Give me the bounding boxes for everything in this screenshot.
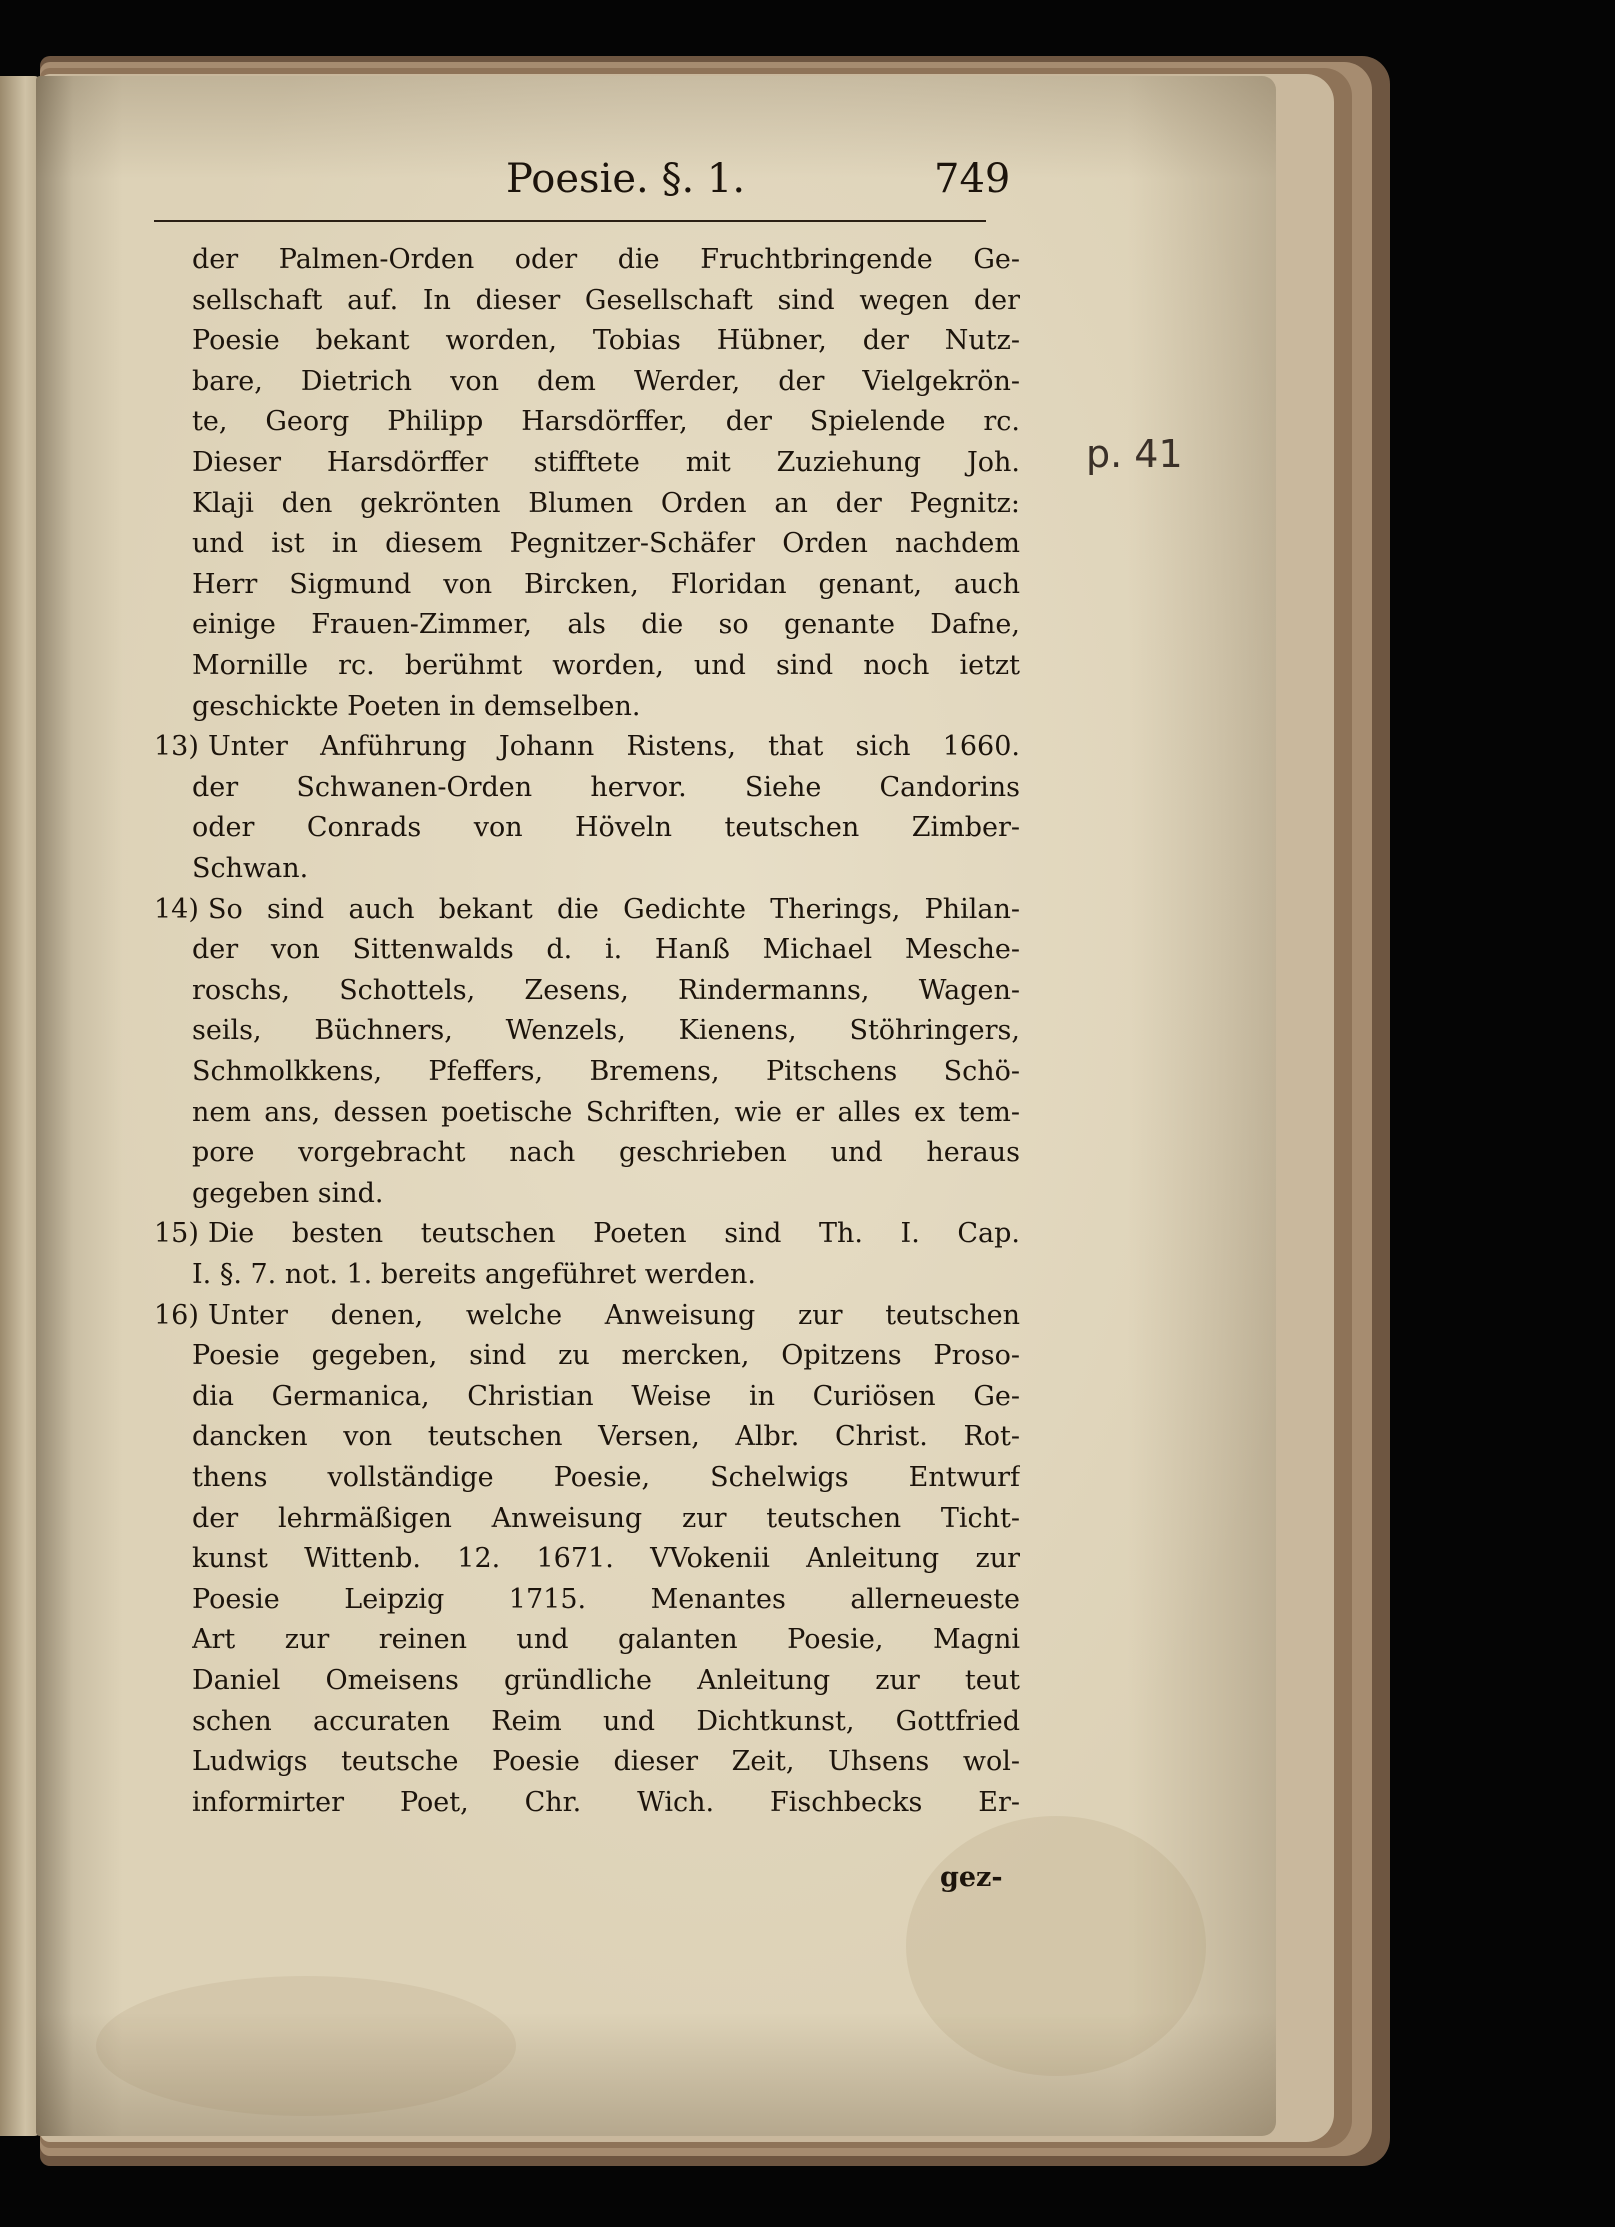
paragraph-number: 15) [154,1218,199,1250]
paragraph-number: 13) [154,731,199,763]
text-line: nem ans, dessen poetische Schriften, wie er alles ex tem- [192,1096,1020,1128]
text-line: Poesie gegeben, sind zu mercken, Opitzens Proso- [192,1340,1020,1372]
text-line: pore vorgebracht nach geschrieben und heraus [192,1137,1020,1169]
text-line: sellschaft auf. In dieser Gesellschaft sind wegen der [192,284,1020,316]
text-line: Poesie Leipzig 1715. Menantes allerneueste [192,1583,1020,1615]
catchword: gez- [940,1862,1003,1893]
text-line: kunst Wittenb. 12. 1671. VVokenii Anleitung zur [192,1543,1020,1575]
text-line: So sind auch bekant die Gedichte Therings, Philan- [208,893,1020,925]
text-line: roschs, Schottels, Zesens, Rindermanns, Wagen- [192,974,1020,1006]
text-line: bare, Dietrich von dem Werder, der Vielgekrön- [192,365,1020,397]
text-line: der Palmen-Orden oder die Fruchtbringende Ge- [192,244,1020,275]
text-line: Klaji den gekrönten Blumen Orden an der Pegnitz: [192,487,1020,519]
text-line: oder Conrads von Höveln teutschen Zimber- [192,812,1020,844]
book [0,50,1400,2170]
text-line: der Schwanen-Orden hervor. Siehe Candorins [192,771,1020,803]
book-page [36,76,1276,2136]
text-line: Mornille rc. berühmt worden, und sind noch ietzt [192,650,1020,681]
text-line: Unter denen, welche Anweisung zur teutschen [208,1299,1020,1331]
text-line: der lehrmäßigen Anweisung zur teutschen Ticht- [192,1502,1020,1534]
text-line: Ludwigs teutsche Poesie dieser Zeit, Uhsens wol- [192,1746,1020,1778]
text-line: dia Germanica, Christian Weise in Curiösen Ge- [192,1380,1020,1412]
text-line: informirter Poet, Chr. Wich. Fischbecks Er- [192,1786,1020,1818]
text-line: einige Frauen-Zimmer, als die so genante Dafne, [192,609,1020,641]
text-line: Die besten teutschen Poeten sind Th. I. Cap. [208,1218,1020,1250]
running-head: Poesie. §. 1. [506,156,746,202]
text-line: gegeben sind. [192,1177,384,1209]
text-line: der von Sittenwalds d. i. Hanß Michael Mesche- [192,934,1020,966]
text-line: geschickte Poeten in demselben. [192,690,641,722]
text-line: dancken von teutschen Versen, Albr. Christ. Rot- [192,1421,1020,1453]
text-line: I. §. 7. not. 1. bereits angeführet werden. [192,1259,756,1290]
text-line: Unter Anführung Johann Ristens, that sich 1660. [208,731,1020,763]
text-line: schen accuraten Reim und Dichtkunst, Gottfried [192,1705,1020,1737]
text-line: seils, Büchners, Wenzels, Kienens, Stöhringers, [192,1015,1020,1047]
page-text [36,76,1276,2136]
text-line: Herr Sigmund von Bircken, Floridan genant, auch [192,568,1020,600]
paragraph-number: 14) [154,893,199,925]
text-line: Daniel Omeisens gründliche Anleitung zur teut [192,1665,1020,1696]
handwritten-margin-note: p. 41 [1086,432,1183,476]
header-rule [154,220,986,222]
text-line: und ist in diesem Pegnitzer-Schäfer Orden nachdem [192,528,1020,560]
text-line: Poesie bekant worden, Tobias Hübner, der Nutz- [192,325,1020,357]
text-line: te, Georg Philipp Harsdörffer, der Spielende rc. [192,406,1020,438]
text-line: Schmolkkens, Pfeffers, Bremens, Pitschens Schö- [192,1056,1020,1087]
text-line: thens vollständige Poesie, Schelwigs Entwurf [192,1462,1020,1493]
text-line: Schwan. [192,853,309,884]
paragraph-number: 16) [154,1299,199,1331]
page-number: 749 [934,156,1011,202]
text-line: Dieser Harsdörffer stifftete mit Zuziehung Joh. [192,447,1020,478]
text-line: Art zur reinen und galanten Poesie, Magni [192,1624,1020,1656]
